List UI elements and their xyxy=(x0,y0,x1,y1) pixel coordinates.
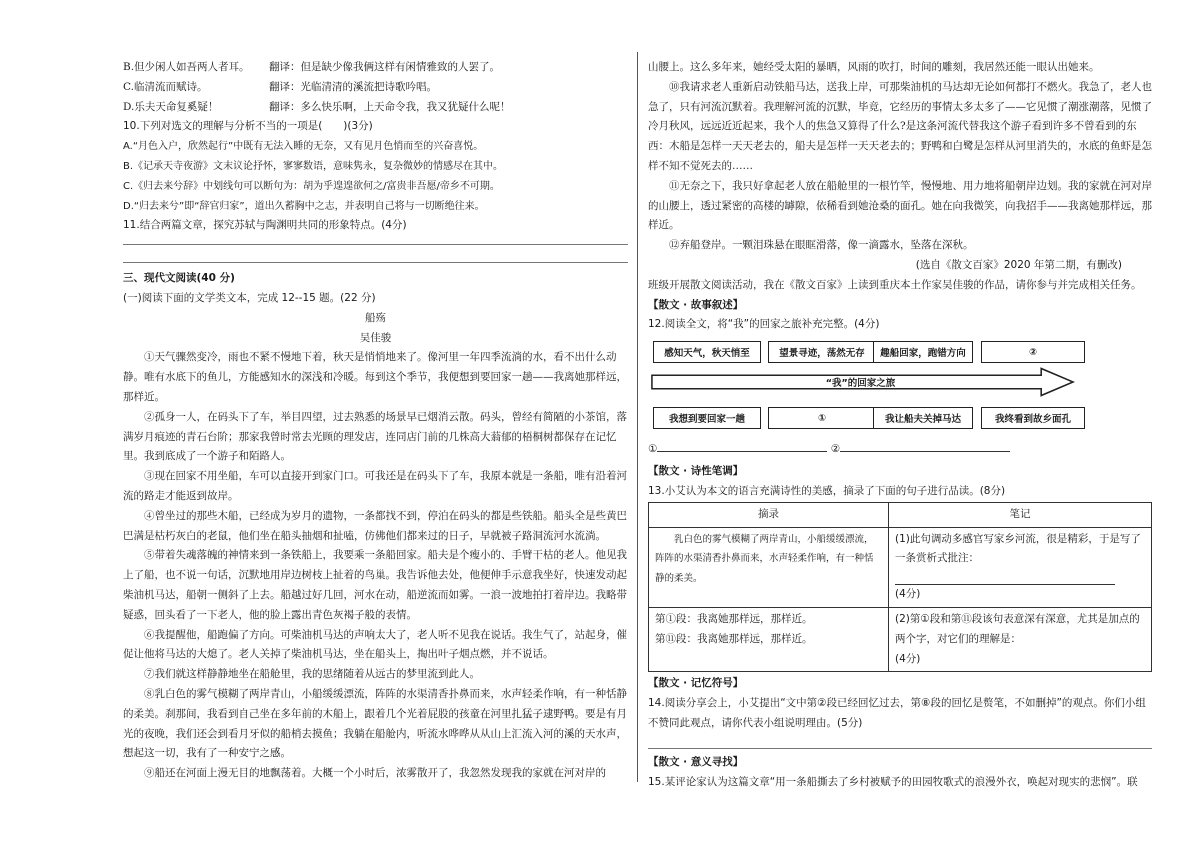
option-translation: 翻译：光临清清的溪流把诗歌吟唱。 xyxy=(269,80,437,93)
notes-score: (4分) xyxy=(895,652,921,665)
blank-label-2: ② xyxy=(830,443,841,456)
paragraph-11: ⑪无奈之下，我只好拿起老人放在船舱里的一根竹竿，慢慢地、用力地将船朝岸边划。我的家就在河对岸的山腰上，透过紧密的高楼的罅隙，依稀看到她沧桑的面孔。她在向我微笑，向我招手——我离她那样远，那样近。 xyxy=(648,179,1152,232)
paragraph-12: ⑫弃船登岸。一颗泪珠悬在眼眶滑落，像一滴露水，坠落在深秋。 xyxy=(669,239,974,252)
paragraph-8: ⑧乳白色的雾气模糊了两岸青山，小船缓缓漂流，阵阵的水渠清香扑鼻而来，水声轻柔作响，有一种恬静的柔美。刹那间，我看到自己坐在多年前的木船上，跟着几个光着屁股的孩童在河里扎猛子逮野鸭。要是有月光的夜晚，我们还会到看月牙似的船梢去摸鱼；我躺在船舱内，听流水哗哗从从山上汇流入河的溪的天水声，想起这一切，我有了一种安宁之感。 xyxy=(123,687,627,760)
answer-line xyxy=(123,244,628,245)
table-row xyxy=(649,527,1152,607)
option-translation: 翻译：但是缺少像我俩这样有闲情雅致的人罢了。 xyxy=(269,61,500,73)
option-c xyxy=(123,78,628,98)
paragraph-5: ⑤带着失魂落魄的神情来到一条铁船上，我要乘一条船回家。船夫是个瘦小的、手臂干枯的老人。他见我上了船，也不说一句话，沉默地用岸边树枝上扯着的鸟巢。我告诉他去处，他便伸手示意我坐好，快速发动起柴油机马达，船朝一侧斜了上去。船越过好几回，河水在动，船逆流而如雾。一浪一波地拍打着岸边。我略带疑惑，回头看了一下老人，他的脸上露出青色灰褐子般的表情。 xyxy=(123,549,627,621)
task-tag-meaning: 【散文 · 意义寻找】 xyxy=(648,755,744,768)
paragraph-9-cont: 山腰上。这么多年来，她经受太阳的暴晒，风雨的吹打，时间的雕刻，我居然还能一眼认出她来。 xyxy=(648,61,1100,73)
flow-step-1: 感知天气，秋天悄至 xyxy=(653,341,761,363)
left-column xyxy=(123,58,628,784)
article-title: 船殇 xyxy=(365,311,386,324)
answer-blanks xyxy=(648,440,1152,460)
q10-option-d: D.“归去来兮”即“辞官归家”，道出久蓄胸中之志，并表明自己将与一切断绝往来。 xyxy=(123,200,485,212)
option-b xyxy=(123,58,628,78)
paragraph-4: ④曾坐过的那些木船，已经成为岁月的遗物，一条都找不到，停泊在码头的都是些铁船。船头全是些黄巴巴满是枯朽灰白的老鼠，他们坐在船头抽烟和扯嗑，仿佛他们都来过的日子，早就被子路洞流河水流淌。 xyxy=(123,509,627,542)
notes-prompt: (2)第①段和第⑪段该句表意深有深意，尤其是加点的两个字，对它们的理解是： xyxy=(895,612,1140,645)
table-header-excerpt: 摘录 xyxy=(649,502,889,527)
flow-step-2: 望景寻迹，荡然无存 xyxy=(768,341,876,363)
question-11: 11.结合两篇文章，探究苏轼与陶渊明共同的形象特点。(4分) xyxy=(123,219,407,232)
table-row xyxy=(649,607,1152,671)
option-translation: 翻译：多么快乐啊，上天命令我，我又犹疑什么呢！ xyxy=(269,100,511,113)
flow-blank-1: ① xyxy=(768,407,876,429)
answer-line[interactable] xyxy=(648,748,1152,749)
option-d xyxy=(123,98,628,118)
q10-option-b: B.《记承天寺夜游》文末议论抒怀，寥寥数语，意味隽永，复杂微妙的情感尽在其中。 xyxy=(123,160,504,172)
paragraph-3: ③现在回家不用坐船，车可以直接开到家门口。可我还是在码头下了车，我原本就是一条船，唯有沿着河流的路走才能返到故岸。 xyxy=(123,470,627,502)
question-13: 13.小艾认为本文的语言充满诗性的美感，摘录了下面的句子进行品读。(8分) xyxy=(648,484,1006,497)
question-14: 14.阅读分享会上，小艾提出“文中第②段已经回忆过去，第⑧段的回忆是赘笔，不如删掉”的观点。你们小组不赞同此观点，请你代表小组说明理由。(5分) xyxy=(648,697,1146,729)
excerpt-cell xyxy=(649,527,889,607)
flow-step-d: 我终看到故乡面孔 xyxy=(981,407,1085,429)
question-15: 15.某评论家认为这篇文章“用一条船撕去了乡村被赋予的田园牧歌式的浪漫外衣，唤起对现实的悲悯”。联 xyxy=(648,775,1138,788)
source-note: (选自《散文百家》2020 年第二期，有删改) xyxy=(915,258,1122,271)
answer-blank-2[interactable] xyxy=(840,451,1010,452)
paragraph-2: ②孤身一人，在码头下了车，举目四望，过去熟悉的场景早已烟消云散。码头，曾经有简陋的小茶馆，落满岁月痕迹的青石台阶；那家我曾时常去光顾的理发店，连同店门前的几株高大蓊郁的梧桐树都保存在记忆里。我到底成了一个游子和陌路人。 xyxy=(123,410,627,463)
reading-intro: (一)阅读下面的文学类文本，完成 12--15 题。(22 分) xyxy=(123,291,376,304)
section-heading: 三、现代文阅读(40 分) xyxy=(123,272,235,285)
task-tag-memory: 【散文 · 记忆符号】 xyxy=(648,677,744,690)
paragraph-7: ⑦我们就这样静静地坐在船舱里，我的思绪随着从远古的梦里流到此人。 xyxy=(144,668,480,681)
excerpt-text: 第⑪段：我离她那样远，那样近。 xyxy=(655,632,813,645)
flow-blank-2: ② xyxy=(981,341,1085,363)
journey-flowchart xyxy=(648,337,1152,462)
flow-step-c: 我让船夫关掉马达 xyxy=(873,407,973,429)
q10-option-c: C.《归去来兮辞》中划线句可以断句为：胡为乎遑遑欲何之/富贵非吾愿/帝乡不可期。 xyxy=(123,180,500,192)
option-text: D.乐夫天命复奚疑！ xyxy=(123,100,219,113)
task-tag-story: 【散文 · 故事叙述】 xyxy=(648,298,744,311)
paragraph-9: ⑨船还在河面上漫无目的地飘荡着。大概一个小时后，浓雾散开了，我忽然发现我的家就在河对岸的 xyxy=(144,767,606,780)
question-10: 10.下列对选文的理解与分析不当的一项是( )(3分) xyxy=(123,120,373,133)
column-divider xyxy=(637,52,638,782)
answer-line xyxy=(123,262,628,263)
excerpt-text: 乳白色的雾气模糊了两岸青山，小船缓缓漂流，阵阵的水渠清香扑鼻而来，水声轻柔作响，有一种恬静的柔美。 xyxy=(655,533,874,585)
notes-prompt: (1)此句调动多感官写家乡河流，很是精彩，于是写了一条赏析式批注： xyxy=(895,532,1141,565)
notes-table xyxy=(648,502,1152,673)
journey-label: “我”的回家之旅 xyxy=(825,378,896,390)
paragraph-10: ⑩我请求老人重新启动铁船马达，送我上岸，可那柴油机的马达却无论如何都打不燃火。我急了，老人也急了，只有河流沉默着。我理解河流的沉默，毕竟，它经历的事情太多太多了——它见惯了潮涨潮落，见惯了冷月秋风，远远近近起来，我个人的焦急又算得了什么?是这条河流代替我这个游子看到许多不曾看到的东西：木船是怎样一天天老去的，船夫是怎样一天天老去的；野鸭和白鹭是怎样从河里消失的，水底的鱼虾是怎样不知不觉死去的…… xyxy=(648,80,1152,172)
flow-step-a: 我想到要回家一趟 xyxy=(653,407,761,429)
option-text: B.但少闲人如吾两人者耳。 xyxy=(123,61,250,73)
blank-label-1: ① xyxy=(648,443,658,456)
option-text: C.临清流而赋诗。 xyxy=(123,80,208,93)
notes-cell[interactable] xyxy=(889,527,1152,607)
question-12: 12.阅读全文，将“我”的回家之旅补充完整。(4分) xyxy=(648,318,880,331)
flow-step-3: 趣船回家，跑错方向 xyxy=(873,341,973,363)
notes-answer-line[interactable] xyxy=(895,569,1115,585)
excerpt-cell xyxy=(649,607,889,671)
table-header-notes: 笔记 xyxy=(889,502,1152,527)
article-author: 吴佳骏 xyxy=(359,331,392,344)
answer-blank-1[interactable] xyxy=(657,451,827,452)
q10-option-a: A.“月色入户，欣然起行”中既有无法入睡的无奈，又有见月色悄而至的兴奋喜悦。 xyxy=(123,141,484,153)
task-tag-poetic: 【散文 · 诗性笔调】 xyxy=(648,465,744,478)
excerpt-text: 第①段：我离她那样远，那样近。 xyxy=(655,612,813,625)
notes-score: (4分) xyxy=(895,588,921,601)
notes-cell[interactable] xyxy=(889,607,1152,671)
right-column xyxy=(648,58,1152,792)
paragraph-6: ⑥我提醒他，船跑偏了方向。可柴油机马达的声响太大了，老人听不见我在说话。我生气了，站起身，催促让他将马达的大熄了。老人关掉了柴油机马达，坐在船头上，掏出叶子烟点燃，并不说话。 xyxy=(123,628,627,661)
paragraph-1: ①天气骤然变冷，雨也不紧不慢地下着，秋天是悄悄地来了。像河里一年四季流淌的水，看不出什么动静。唯有水底下的鱼儿，方能感知水的深浅和冷暖。每到这个季节，我便想到要回家一趟——我离她那样远，那样近。 xyxy=(123,351,627,403)
activity-intro: 班级开展散文阅读活动，我在《散文百家》上读到重庆本土作家吴佳骏的作品，请你参与并完成相关任务。 xyxy=(648,278,1142,291)
